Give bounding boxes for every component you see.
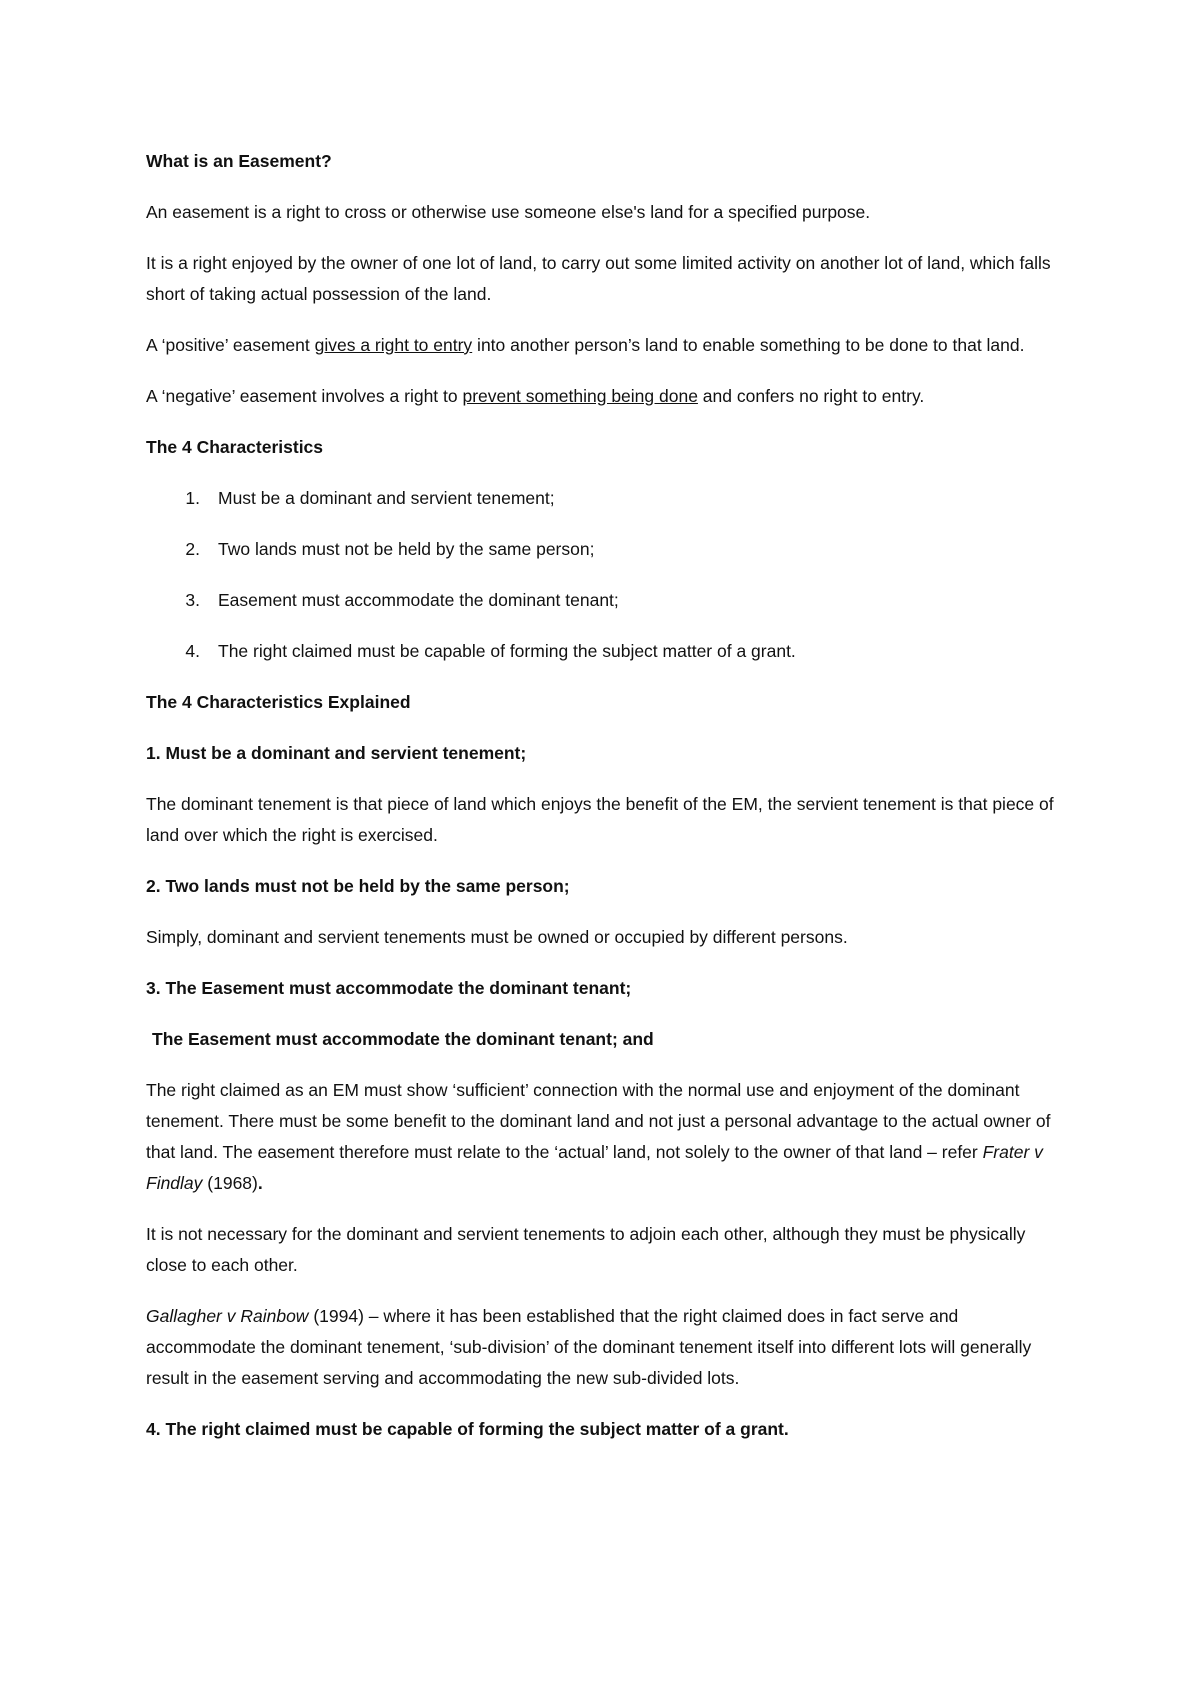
intro-paragraph: An easement is a right to cross or otherwise use someone else's land for a specified purpose.	[146, 202, 871, 222]
characteristics-heading: The 4 Characteristics	[146, 437, 324, 457]
positive-underlined-text: gives a right to entry	[314, 335, 473, 355]
negative-text-pre: A ‘negative’ easement involves a right to	[146, 386, 463, 406]
case-year-frater: (1968)	[202, 1173, 258, 1193]
case-name-gallagher: Gallagher v Rainbow	[146, 1306, 309, 1326]
section-3-p1-text: The right claimed as an EM must show ‘sufficient’ connection with the normal use and enjoyment of the dominant tenement. There must be some benefit to the dominant land and not just a personal advantage to the actual owner of that land. The easement therefore must relate to the ‘actual’ land, not solely to the owner of that land – refer	[146, 1080, 1051, 1162]
characteristics-list	[146, 483, 1070, 667]
section-2-heading: 2. Two lands must not be held by the same person;	[146, 876, 570, 896]
negative-text-post: and confers no right to entry.	[697, 386, 925, 406]
positive-text-post: into another person’s land to enable something to be done to that land.	[472, 335, 1025, 355]
definition-paragraph: It is a right enjoyed by the owner of one lot of land, to carry out some limited activity on another lot of land, which falls short of taking actual possession of the land.	[146, 253, 1051, 304]
section-3-p1-end: .	[257, 1173, 263, 1193]
list-item-number: 4.	[185, 641, 200, 661]
section-3-subheading: The Easement must accommodate the dominant tenant; and	[152, 1029, 654, 1049]
section-1-heading: 1. Must be a dominant and servient tenement;	[146, 743, 527, 763]
list-item	[146, 534, 1070, 565]
list-item-text: Two lands must not be held by the same person;	[218, 539, 595, 559]
list-item-number: 1.	[185, 488, 200, 508]
section-1-text: The dominant tenement is that piece of land which enjoys the benefit of the EM, the servient tenement is that piece of land over which the right is exercised.	[146, 794, 1054, 845]
positive-easement-paragraph	[146, 330, 1070, 361]
positive-text-pre: A ‘positive’ easement	[146, 335, 315, 355]
list-item	[146, 636, 1070, 667]
list-item-text: Easement must accommodate the dominant tenant;	[218, 590, 619, 610]
section-3-p3-text: (1994) – where it has been established that the right claimed does in fact serve and accommodate the dominant tenement, ‘sub-division’ of the dominant tenement itself into different lots will generally result in the easement serving and accommodating the new sub-divided lots.	[146, 1306, 1032, 1388]
list-item-number: 2.	[185, 539, 200, 559]
section-3-paragraph-3	[146, 1301, 1070, 1394]
doc-title: What is an Easement?	[146, 151, 332, 171]
section-3-paragraph-1	[146, 1075, 1070, 1199]
case-name-frater: Frater v Findlay	[146, 1142, 1043, 1193]
explained-heading: The 4 Characteristics Explained	[146, 692, 411, 712]
list-item-number: 3.	[185, 590, 200, 610]
list-item-text: Must be a dominant and servient tenement;	[218, 488, 555, 508]
negative-underlined-text: prevent something being done	[462, 386, 698, 406]
section-3-paragraph-2: It is not necessary for the dominant and servient tenements to adjoin each other, although they must be physically close to each other.	[146, 1224, 1026, 1275]
section-2-text: Simply, dominant and servient tenements must be owned or occupied by different persons.	[146, 927, 848, 947]
section-3-heading: 3. The Easement must accommodate the dominant tenant;	[146, 978, 632, 998]
negative-easement-paragraph	[146, 381, 1070, 412]
list-item	[146, 483, 1070, 514]
list-item	[146, 585, 1070, 616]
list-item-text: The right claimed must be capable of forming the subject matter of a grant.	[218, 641, 796, 661]
section-4-heading: 4. The right claimed must be capable of forming the subject matter of a grant.	[146, 1419, 789, 1439]
